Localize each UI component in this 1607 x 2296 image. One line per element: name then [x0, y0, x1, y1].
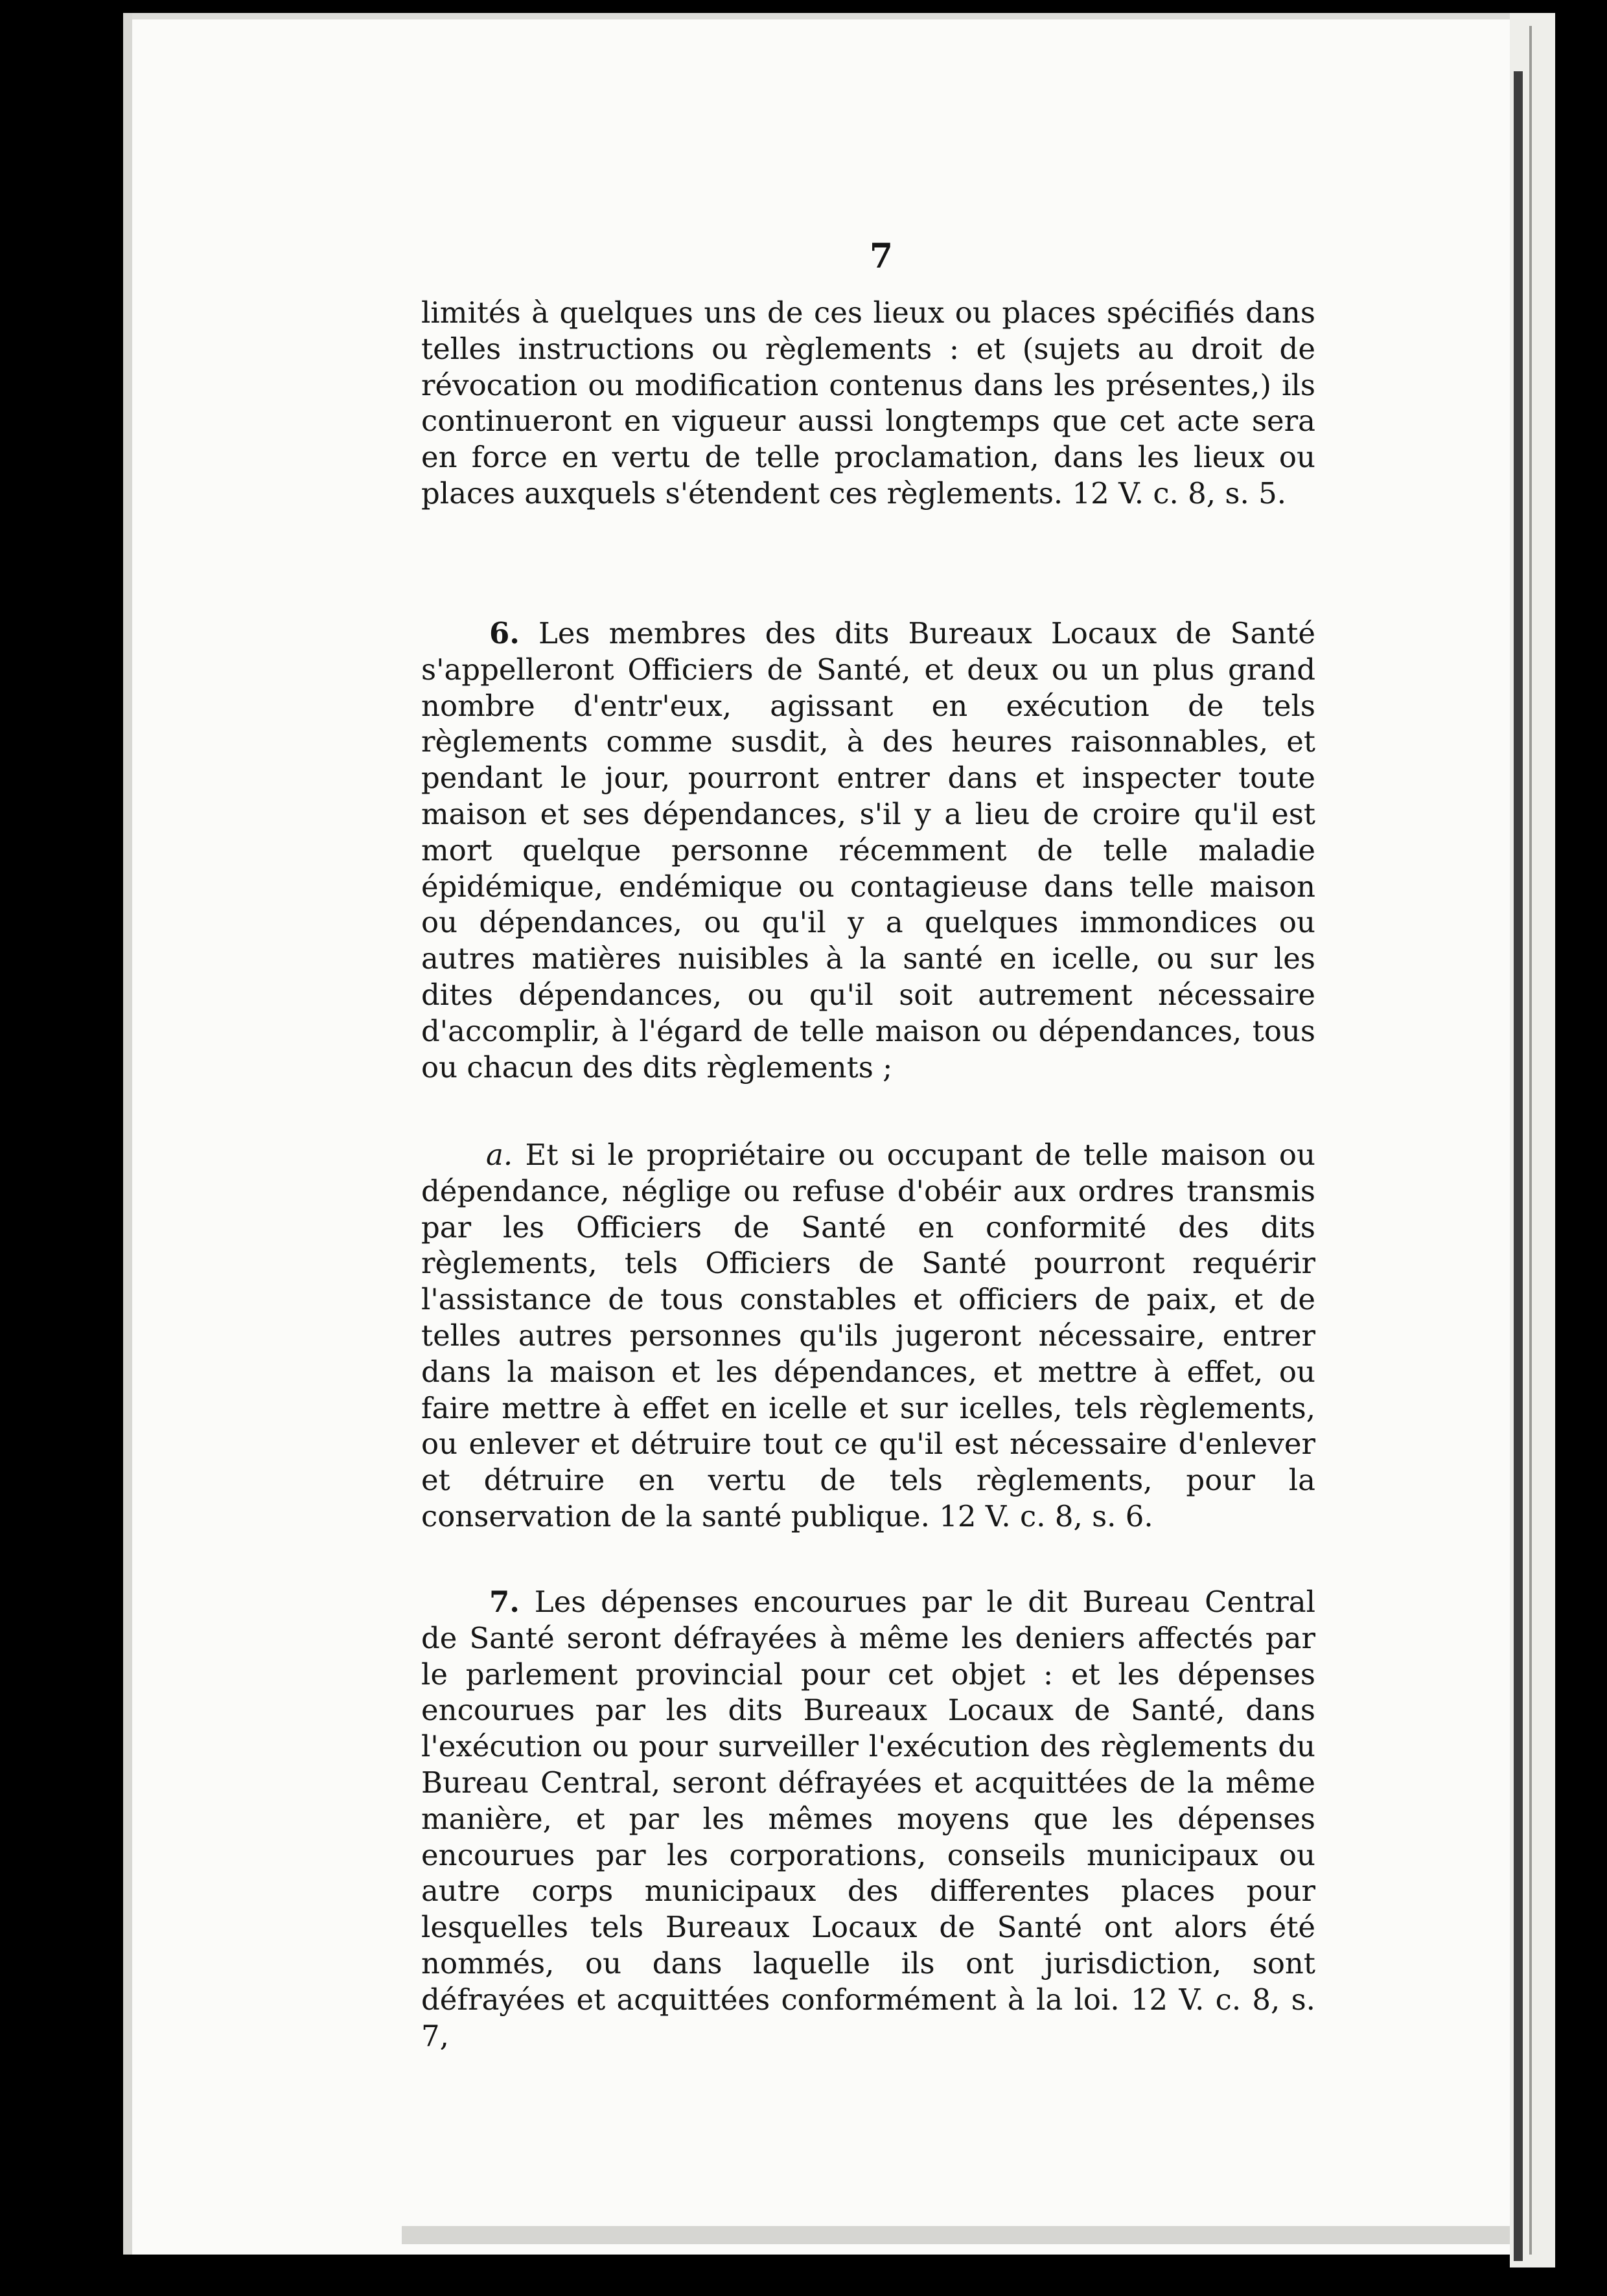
section-6a-label: a.: [486, 1138, 513, 1172]
section-6-text: Les membres des dits Bureaux Locaux de Santé s'appelleront Officiers de Santé, et deux ou un plus grand nombre d'entr'eux, agissant en exécution de tels règlements comme susdit, à des heures raisonnables, et pendant le jour, pourront entrer dans et inspecter toute maison et ses dépendances, s'il y a lieu de croire qu'il est mort quelque personne récemment de telle maladie épidémique, endémique ou contagieuse dans telle maison ou dépendances, ou qu'il y a quelques immondices ou autres matières nuisibles à la santé en icelle, ou sur les dites dépendances, ou qu'il soit autrement nécessaire d'accomplir, à l'égard de telle maison ou dépendances, tous ou chacun des dits règlements ;: [421, 616, 1315, 1085]
section-7-text: Les dépenses encourues par le dit Bureau Central de Santé seront défrayées à même les deniers affectés par le parlement provincial pour cet objet : et les dépenses encourues par les dits Bureaux Locaux de Santé, dans l'exécution ou pour surveiller l'exécution des règlements du Bureau Central, seront défrayées et acquittées de la même manière, et par les mêmes moyens que les dépenses encourues par les corporations, conseils municipaux ou autre corps municipaux des differentes places pour lesquelles tels Bureaux Locaux de Santé ont alors été nommés, ou dans laquelle ils ont jurisdiction, sont défrayées et acquittées conformément à la loi. 12 V. c. 8, s. 7,: [421, 1585, 1315, 2053]
section-6a-text: Et si le propriétaire ou occupant de telle maison ou dépendance, néglige ou refuse d'obéir aux ordres transmis par les Officiers de Santé en conformité des dits règlements, tels Officiers de Santé pourront requérir l'assistance de tous constables et officiers de paix, et de telles autres personnes qu'ils jugeront nécessaire, entrer dans la maison et les dépendances, et mettre à effet, ou faire mettre à effet en icelle et sur icelles, tels règlements, ou enlever et détruire tout ce qu'il est nécessaire d'enlever et détruire en vertu de tels règlements, pour la conservation de la santé publique. 12 V. c. 8, s. 6.: [421, 1138, 1315, 1533]
section-6-number: 6.: [489, 616, 520, 650]
section-7: [421, 1584, 1315, 2054]
section-7-number: 7.: [489, 1585, 520, 1619]
section-6: [421, 615, 1315, 1085]
paragraph-continuation: [421, 295, 1315, 512]
gutter-thin-line: [1529, 26, 1532, 2255]
section-7-paragraph: [421, 1584, 1315, 2054]
page-top-edge: [123, 13, 1510, 19]
page-left-edge: [123, 13, 132, 2255]
gutter-shadow-line: [1514, 71, 1523, 2261]
page-number: 7: [869, 236, 894, 276]
page-bottom-edge: [402, 2226, 1516, 2244]
paragraph-text: limités à quelques uns de ces lieux ou places spécifiés dans telles instructions ou règlements : et (sujets au droit de révocation ou modification contenus dans les présentes,) ils continueront en vigueur aussi longtemps que cet acte sera en force en vertu de telle proclamation, dans les lieux ou places auxquels s'étendent ces règlements. 12 V. c. 8, s. 5.: [421, 295, 1315, 511]
section-6-paragraph: [421, 615, 1315, 1085]
section-6a: [421, 1137, 1315, 1535]
section-6a-paragraph: [421, 1137, 1315, 1535]
